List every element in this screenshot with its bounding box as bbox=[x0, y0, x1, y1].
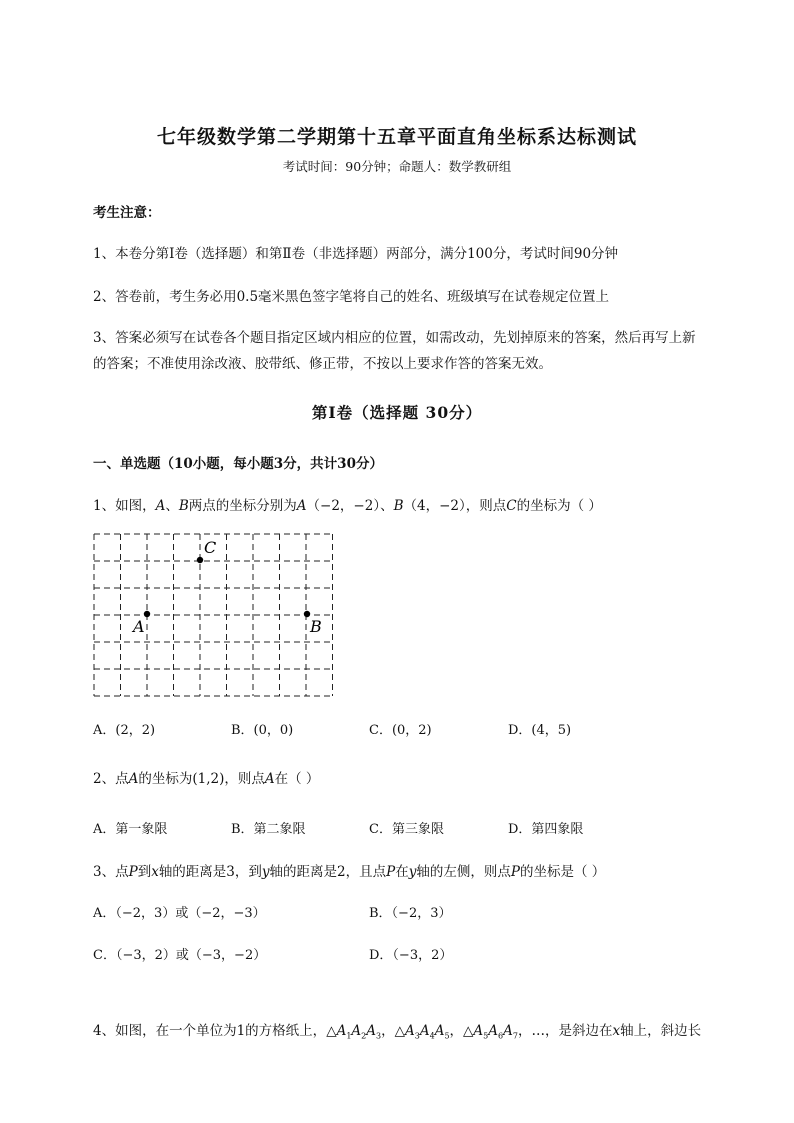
q3-option-c: C．（−3，2）或（−3，−2） bbox=[93, 948, 267, 963]
q1-option-d: D．(4，5) bbox=[508, 723, 572, 738]
notice-item-3-line-1: 3、答案必须写在试卷各个题目指定区域内相应的位置，如需改动，先划掉原来的答案，然后再写上新 bbox=[93, 330, 696, 346]
label-a: A bbox=[133, 617, 145, 636]
question-1-grid-figure bbox=[92, 532, 338, 698]
point-a-dot bbox=[144, 611, 150, 617]
question-4-stem: 4、如图，在一个单位为1的方格纸上，$\triangle A_1A_2A_3$，$\triangle A_3A_4A_5$，$\triangle A_5A_6A_7$，…，是斜边在x轴上，斜边长 bbox=[93, 1023, 702, 1041]
point-c-dot bbox=[197, 557, 203, 563]
q3-option-d: D．（−3，2） bbox=[369, 948, 453, 963]
question-2-stem: 2、点A的坐标为(1,2)，则点A在（ ） bbox=[93, 771, 320, 787]
label-c: C bbox=[204, 538, 217, 557]
notice-item-3-line-2: 的答案；不准使用涂改液、胶带纸、修正带，不按以上要求作答的答案无效。 bbox=[93, 356, 552, 372]
dashed-grid bbox=[94, 534, 333, 696]
label-b: B bbox=[310, 617, 322, 636]
q1-option-b: B．(0，0) bbox=[231, 723, 294, 738]
q3-option-b: B．（−2，3） bbox=[369, 906, 452, 921]
q2-option-a: A．第一象限 bbox=[93, 822, 168, 837]
notice-item-2: 2、答卷前，考生务必用0.5毫米黑色签字笔将自己的姓名、班级填写在试卷规定位置上 bbox=[93, 289, 610, 305]
page-title: 七年级数学第二学期第十五章平面直角坐标系达标测试 bbox=[156, 126, 637, 148]
q2-option-d: D．第四象限 bbox=[508, 822, 584, 837]
notice-heading: 考生注意： bbox=[93, 205, 161, 221]
question-3-stem: 3、点P到x轴的距离是3，到y轴的距离是2，且点P在y轴的左侧，则点P的坐标是（ ） bbox=[93, 864, 606, 880]
q2-option-b: B．第二象限 bbox=[231, 822, 306, 837]
q2-option-c: C．第三象限 bbox=[369, 822, 444, 837]
part-title: 一、单选题（10小题，每小题3分，共计30分） bbox=[93, 456, 383, 472]
exam-info: 考试时间：90分钟；命题人：数学教研组 bbox=[282, 159, 512, 174]
section-title: 第I卷（选择题 30分） bbox=[311, 403, 483, 422]
q1-option-c: C．(0，2) bbox=[369, 723, 432, 738]
q3-option-a: A．（−2，3）或（−2，−3） bbox=[93, 906, 266, 921]
q1-option-a: A．(2，2) bbox=[93, 723, 156, 738]
notice-item-1: 1、本卷分第I卷（选择题）和第Ⅱ卷（非选择题）两部分，满分100分，考试时间90分钟 bbox=[93, 246, 619, 262]
question-1-stem: 1、如图，A、B两点的坐标分别为A（−2，−2）、B（4，−2），则点C的坐标为（ ） bbox=[93, 498, 602, 514]
